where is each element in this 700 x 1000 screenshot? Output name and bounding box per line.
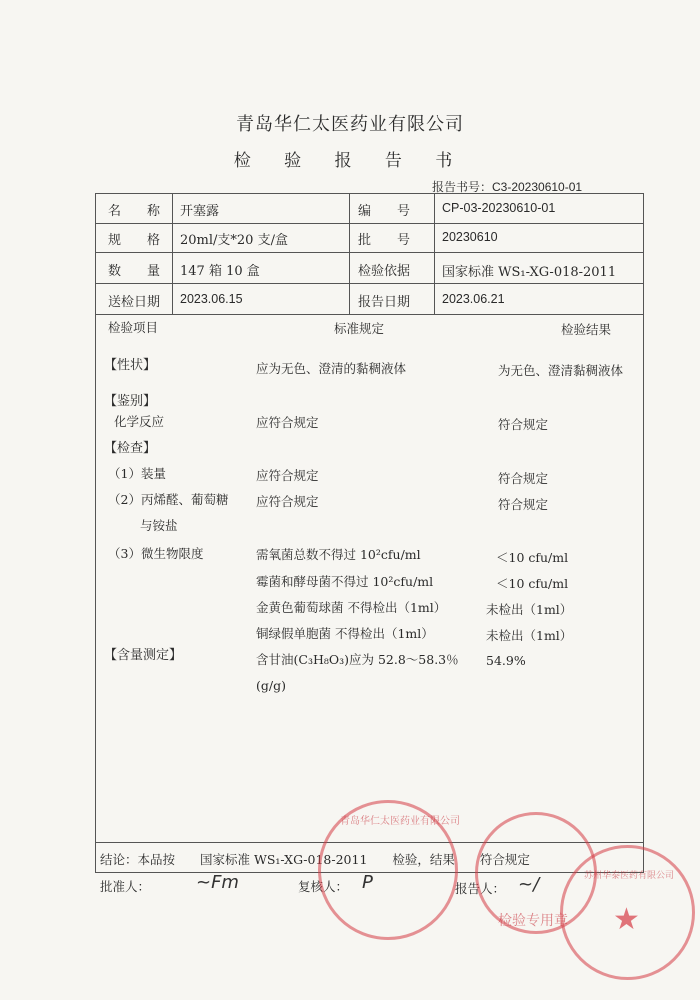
row-standard: 应为无色、澄清的黏稠液体 (256, 361, 407, 376)
basis-value: 国家标准 WS₁-XG-018-2011 (442, 265, 617, 280)
row-item: （1）装量 (108, 466, 166, 481)
name-label: 名 称 (108, 204, 161, 219)
col-header-item: 检验项目 (108, 320, 159, 335)
row-standard: 铜绿假单胞菌 不得检出（1ml） (256, 626, 434, 641)
qty-value: 147 箱 10 盒 (180, 264, 260, 279)
row-item: （3）微生物限度 (108, 546, 204, 561)
reporter-signature: ~/ (518, 874, 540, 895)
submit-date-label: 送检日期 (108, 295, 161, 310)
row-standard: 应符合规定 (256, 415, 319, 430)
approver-signature: ~Fm (196, 872, 239, 893)
grid-line (349, 194, 350, 314)
row-standard: 霉菌和酵母菌不得过 10²cfu/ml (256, 574, 434, 589)
report-number: 报告书号：C3-20230610-01 (432, 180, 583, 194)
batch-label: 批 号 (358, 233, 411, 248)
row-item: 【含量测定】 (104, 648, 183, 663)
name-value: 开塞露 (180, 204, 220, 219)
row-item: 【性状】 (104, 358, 157, 373)
stamp-text: 苏州华泰医药有限公司 (584, 871, 675, 881)
stamp-text: 检验专用章 (498, 913, 568, 929)
code-label: 编 号 (358, 204, 411, 219)
grid-line (96, 223, 643, 224)
batch-value: 20230610 (442, 230, 498, 244)
report-frame (95, 193, 644, 873)
row-result: 符合规定 (498, 497, 549, 512)
grid-line (96, 283, 643, 284)
row-item: 【检查】 (104, 441, 157, 456)
star-icon: ★ (613, 902, 640, 937)
grid-line (96, 252, 643, 253)
row-result: ＜10 cfu/ml (496, 576, 569, 591)
row-result: 54.9% (486, 653, 526, 668)
document-title: 检 验 报 告 书 (233, 151, 467, 171)
col-header-standard: 标准规定 (334, 321, 385, 336)
reviewer-label: 复核人： (298, 879, 349, 894)
grid-line (434, 194, 435, 314)
company-name: 青岛华仁太医药业有限公司 (236, 114, 464, 135)
col-header-result: 检验结果 (561, 322, 612, 337)
row-result: 符合规定 (498, 417, 549, 432)
spec-label: 规 格 (108, 233, 161, 248)
spec-value: 20ml/支*20 支/盒 (180, 233, 288, 248)
row-item: 【鉴别】 (104, 394, 157, 409)
row-item: 化学反应 (114, 414, 165, 429)
reviewer-signature: P (362, 872, 373, 893)
row-standard: 应符合规定 (256, 494, 319, 509)
row-standard: (g/g) (256, 678, 286, 693)
reporter-label: 报告人： (455, 881, 506, 896)
row-result: 为无色、澄清黏稠液体 (498, 363, 624, 378)
submit-date-value: 2023.06.15 (180, 292, 243, 306)
report-date-value: 2023.06.21 (442, 292, 505, 306)
stamp-text: 青岛华仁太医药业有限公司 (340, 816, 460, 827)
row-result: 未检出（1ml） (486, 602, 573, 617)
row-standard: 含甘油(C₃H₈O₃)应为 52.8～58.3％ (256, 652, 459, 667)
grid-line (96, 314, 643, 315)
row-standard: 应符合规定 (256, 468, 319, 483)
basis-label: 检验依据 (358, 264, 411, 279)
row-result: ＜10 cfu/ml (496, 550, 569, 565)
qty-label: 数 量 (108, 264, 161, 279)
row-result: 符合规定 (498, 471, 549, 486)
row-standard: 金黄色葡萄球菌 不得检出（1ml） (256, 600, 447, 615)
report-date-label: 报告日期 (358, 295, 411, 310)
conclusion: 结论：本品按 国家标准 WS₁-XG-018-2011 检验，结果 符合规定 (100, 852, 530, 867)
grid-line (172, 194, 173, 314)
row-standard: 需氧菌总数不得过 10²cfu/ml (256, 547, 421, 562)
code-value: CP-03-20230610-01 (442, 201, 556, 215)
row-item: （2）丙烯醛、葡萄糖 (108, 492, 229, 507)
row-item: 与铵盐 (140, 518, 178, 533)
approver-label: 批准人： (100, 879, 151, 894)
row-result: 未检出（1ml） (486, 628, 573, 643)
